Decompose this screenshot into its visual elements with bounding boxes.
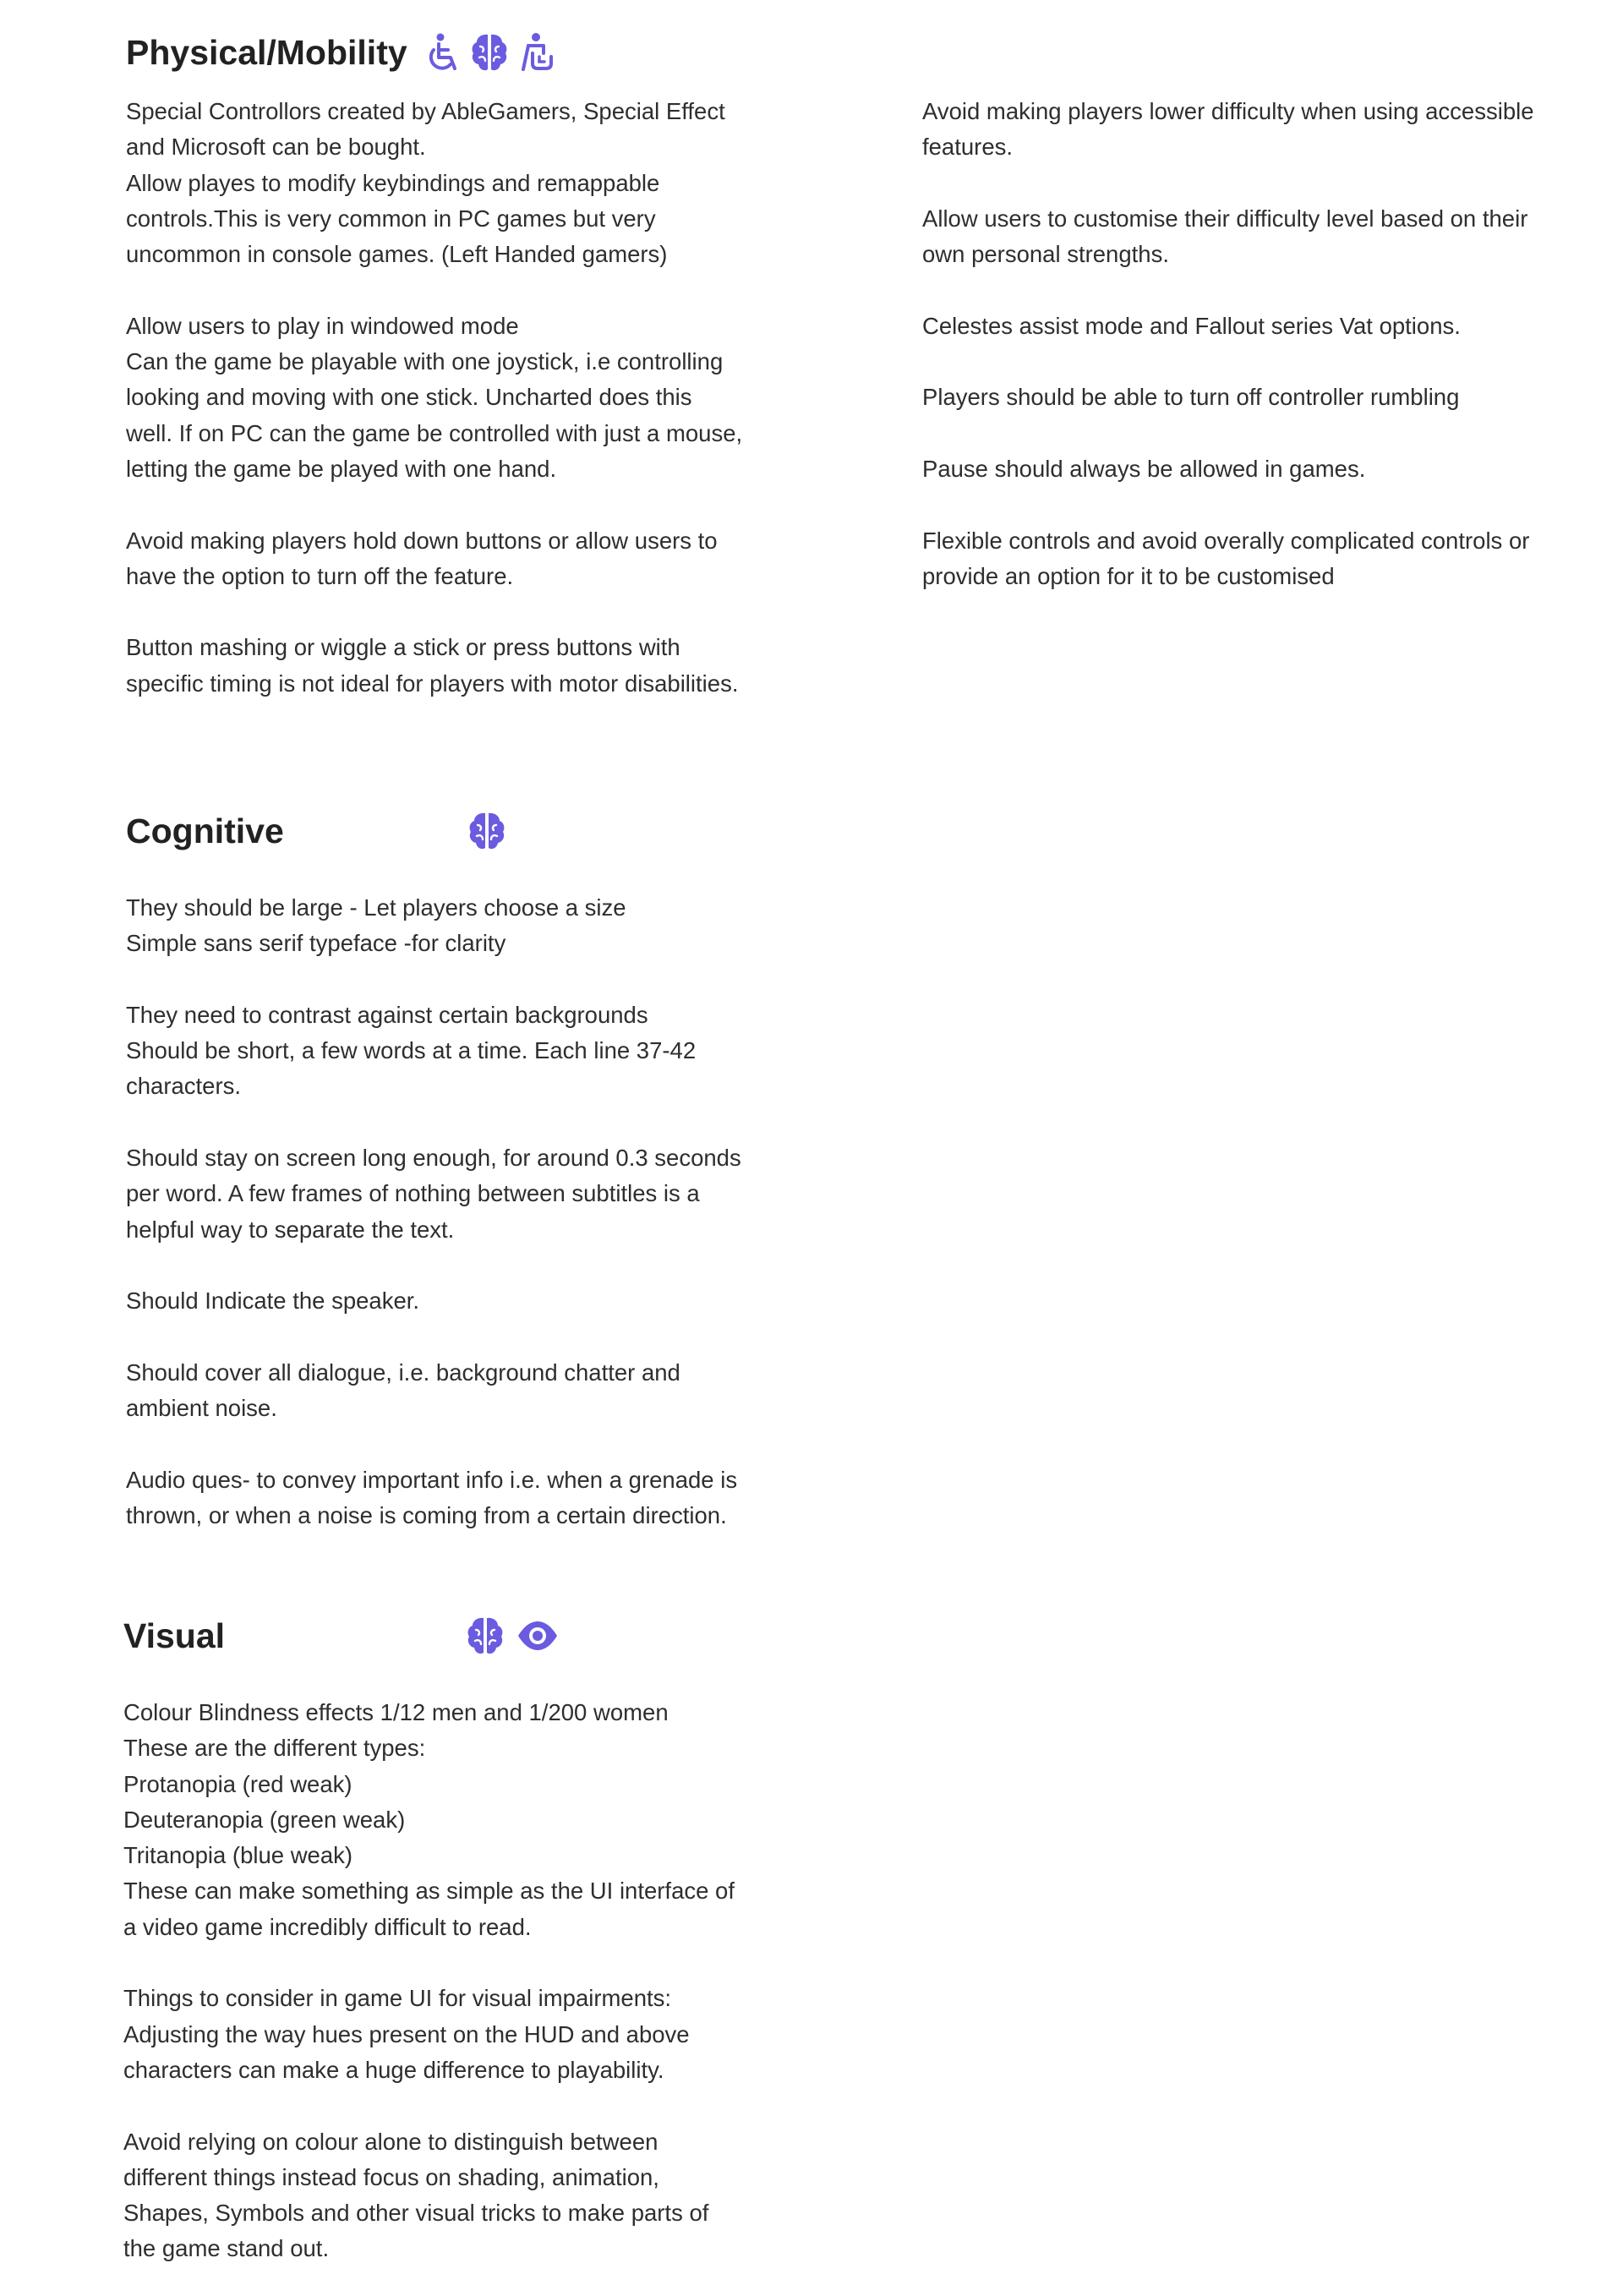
text-line: and Microsoft can be bought.	[126, 134, 426, 161]
text-line: Players should be able to turn off controller rumbling	[922, 384, 1460, 411]
visual-header	[123, 1610, 715, 1661]
text-line: letting the game be played with one hand.	[126, 455, 557, 482]
paragraph	[922, 309, 1573, 344]
brain-icon	[464, 1615, 506, 1657]
paragraph	[922, 523, 1573, 595]
text-line: These are the different types:	[123, 1735, 426, 1762]
text-line: Allow users to play in windowed mode	[126, 312, 519, 339]
brain-icon	[466, 810, 508, 852]
text-line: features.	[922, 134, 1014, 161]
text-line: have the option to turn off the feature.	[126, 562, 514, 589]
paragraph	[126, 890, 853, 962]
text-line: Avoid making players hold down buttons or allow users to	[126, 527, 718, 554]
physical-left-column	[126, 94, 853, 702]
text-line: Tritanopia (blue weak)	[123, 1842, 353, 1869]
physical-mobility-title: Physical/Mobility	[126, 33, 407, 72]
text-line: Simple sans serif typeface -for clarity	[126, 930, 506, 957]
text-line: Things to consider in game UI for visual impairments:	[123, 1985, 672, 2012]
paragraph	[126, 94, 853, 272]
physical-right-column	[922, 94, 1573, 594]
paragraph	[922, 380, 1573, 415]
text-line: Allow users to customise their difficulty level based on their	[922, 205, 1528, 232]
paragraph	[123, 1981, 850, 2088]
paragraph	[126, 998, 853, 1105]
text-line: Avoid making players lower difficulty when using accessible	[922, 98, 1534, 124]
paragraph	[126, 309, 853, 487]
text-line: the game stand out.	[123, 2235, 330, 2262]
paragraph	[123, 2124, 850, 2267]
text-line: Should cover all dialogue, i.e. background chatter and	[126, 1358, 680, 1386]
paragraph	[126, 1462, 853, 1534]
cognitive-section	[126, 806, 887, 1550]
text-line: Should Indicate the speaker.	[126, 1287, 420, 1315]
text-line: characters can make a huge difference to playability.	[123, 2056, 664, 2083]
text-line: Deuteranopia (green weak)	[123, 1806, 406, 1833]
text-line: per word. A few frames of nothing between subtitles is a	[126, 1180, 700, 1207]
text-line: own personal strengths.	[922, 241, 1169, 268]
physical-mobility-header	[126, 27, 718, 78]
brain-icon	[468, 31, 511, 74]
text-line: specific timing is not ideal for players with motor disabilities.	[126, 670, 739, 697]
paragraph	[126, 523, 853, 595]
cognitive-column	[126, 890, 853, 1533]
paragraph	[126, 1140, 853, 1248]
text-line: Celestes assist mode and Fallout series Vat options.	[922, 312, 1461, 339]
text-line: Should be short, a few words at a time. Each line 37-42	[126, 1037, 697, 1064]
text-line: These can make something as simple as the UI interface of	[123, 1878, 735, 1905]
visual-column	[123, 1695, 850, 2267]
text-line: thrown, or when a noise is coming from a certain direction.	[126, 1502, 727, 1529]
paragraph	[922, 451, 1573, 487]
paragraph	[922, 201, 1573, 273]
text-line: Can the game be playable with one joystick, i.e controlling	[126, 348, 724, 375]
text-line: uncommon in console games. (Left Handed gamers)	[126, 241, 668, 268]
text-line: different things instead focus on shading, animation,	[123, 2163, 659, 2190]
text-line: They need to contrast against certain backgrounds	[126, 1001, 648, 1028]
visual-section	[123, 1610, 884, 2287]
text-line: a video game incredibly difficult to read.	[123, 1913, 532, 1940]
paragraph	[922, 94, 1573, 166]
cognitive-header	[126, 806, 718, 856]
text-line: looking and moving with one stick. Uncharted does this	[126, 384, 692, 411]
cognitive-title: Cognitive	[126, 812, 284, 850]
paragraph	[126, 1283, 853, 1319]
text-line: Adjusting the way hues present on the HUD and above	[123, 2020, 690, 2047]
text-line: Special Controllors created by AbleGamers, Special Effect	[126, 98, 725, 124]
text-line: helpful way to separate the text.	[126, 1216, 455, 1243]
text-line: ambient noise.	[126, 1395, 277, 1422]
text-line: Protanopia (red weak)	[123, 1770, 352, 1797]
person-cane-icon	[514, 31, 556, 74]
text-line: characters.	[126, 1073, 242, 1100]
text-line: Audio ques- to convey important info i.e. when a grenade is	[126, 1466, 738, 1493]
wheelchair-icon	[423, 31, 465, 74]
text-line: Button mashing or wiggle a stick or press buttons with	[126, 634, 680, 661]
text-line: Allow playes to modify keybindings and remappable	[126, 169, 660, 196]
text-line: Colour Blindness effects 1/12 men and 1/200 women	[123, 1699, 669, 1725]
physical-mobility-section	[126, 27, 1563, 703]
text-line: Should stay on screen long enough, for around 0.3 seconds	[126, 1145, 741, 1172]
paragraph	[126, 1355, 853, 1427]
text-line: Avoid relying on colour alone to distinguish between	[123, 2128, 658, 2155]
text-line: provide an option for it to be customised	[922, 562, 1335, 589]
paragraph	[126, 630, 853, 702]
text-line: They should be large - Let players choose a size	[126, 894, 626, 921]
eye-icon	[516, 1615, 559, 1657]
paragraph	[123, 1695, 850, 1945]
text-line: controls.This is very common in PC games but very	[126, 205, 656, 232]
text-line: well. If on PC can the game be controlled with just a mouse,	[126, 419, 743, 446]
text-line: Pause should always be allowed in games.	[922, 455, 1366, 482]
text-line: Shapes, Symbols and other visual tricks to make parts of	[123, 2200, 709, 2227]
text-line: Flexible controls and avoid overally complicated controls or	[922, 527, 1530, 554]
visual-title: Visual	[123, 1616, 226, 1655]
